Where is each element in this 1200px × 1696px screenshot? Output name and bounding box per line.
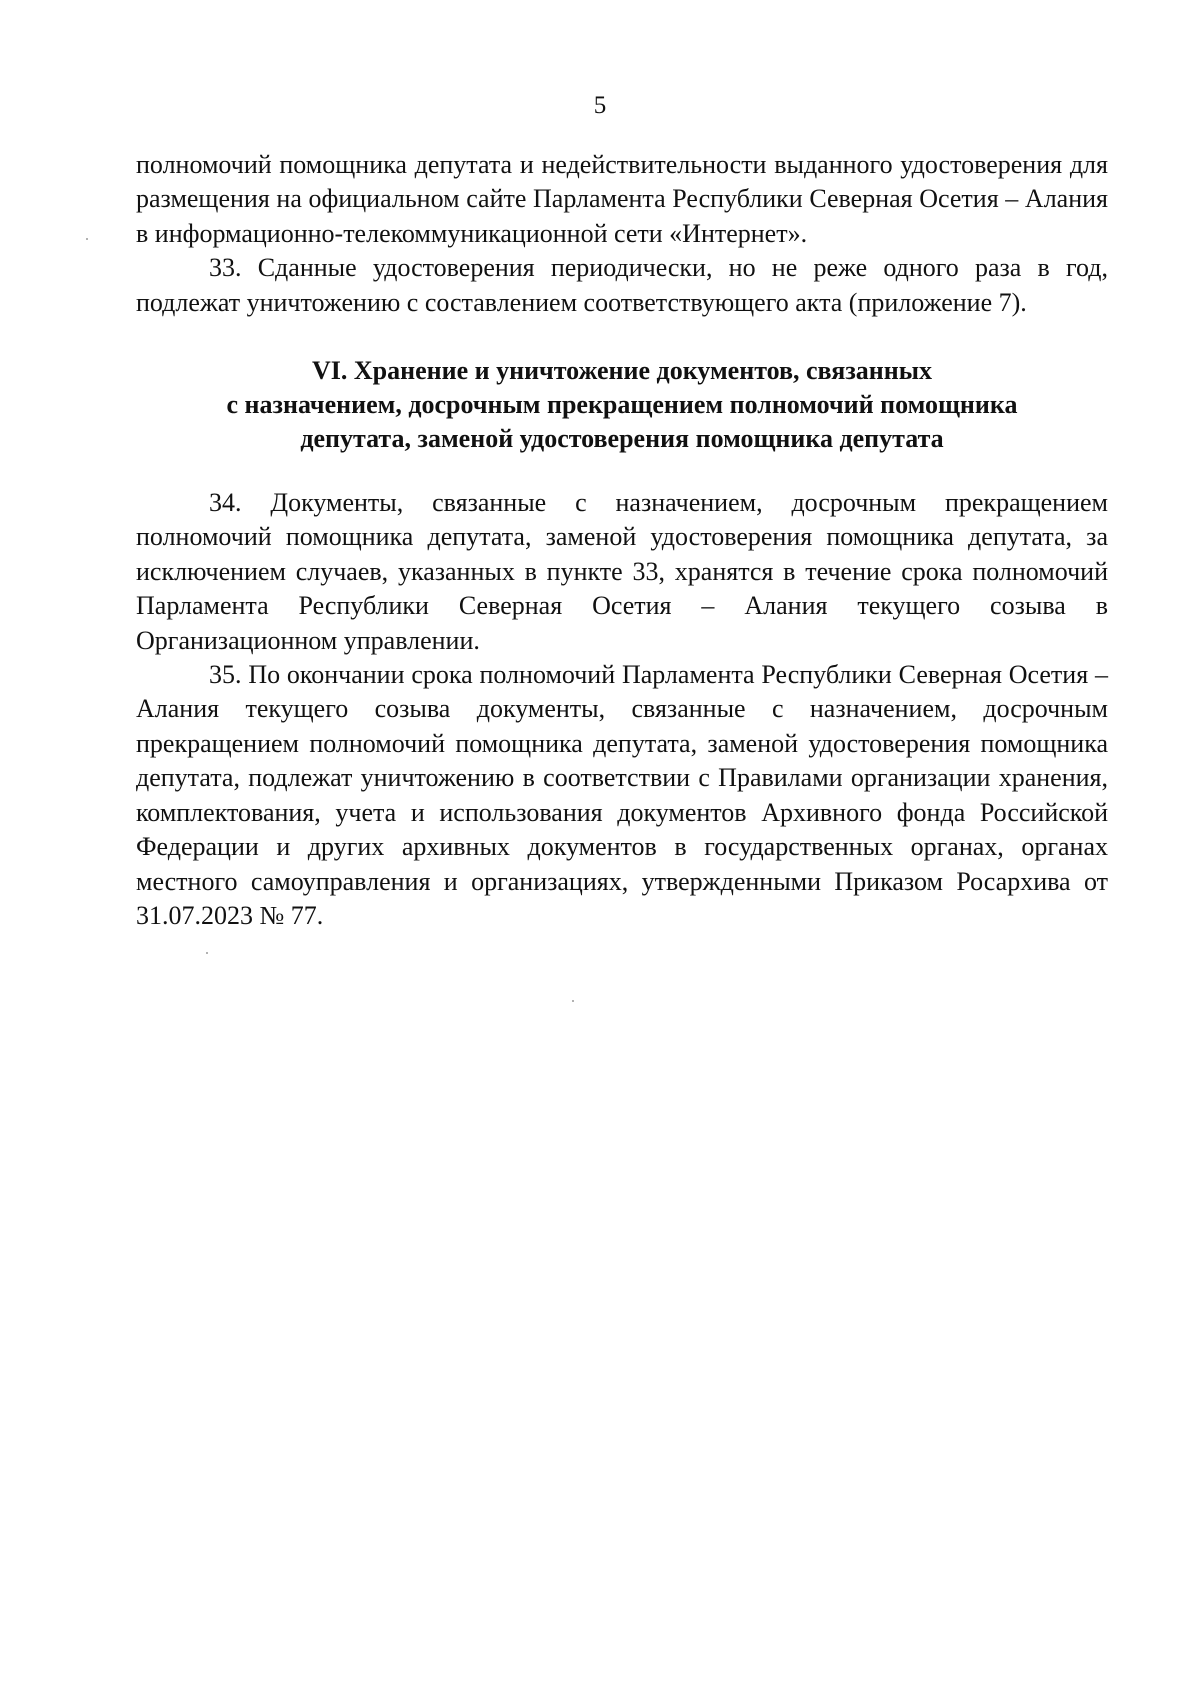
scan-speck: [572, 1000, 574, 1002]
paragraph-35: 35. По окончании срока полномочий Парламента Республики Северная Осетия – Алания текущего созыва документы, связанные с назначением, досрочным прекращением полномочий помощника депутата, заменой удостоверения помощника депутата, подлежат уничтожению в соответствии с Правилами организации хранения, комплектования, учета и использования документов Архивного фонда Российской Федерации и других архивных документов в государственных органах, органах местного самоуправления и организациях, утвержденными Приказом Росархива от 31.07.2023 № 77.: [136, 660, 1108, 930]
section-heading: [136, 354, 1108, 456]
scan-speck: [86, 238, 88, 240]
document-body: [136, 148, 1108, 933]
section-heading-line: с назначением, досрочным прекращением полномочий помощника: [226, 390, 1018, 420]
scan-speck: [206, 952, 208, 954]
paragraph-33: 33. Сданные удостоверения периодически, но не реже одного раза в год, подлежат уничтожению с составлением соответствующего акта (приложение 7).: [136, 253, 1108, 317]
paragraph-34: 34. Документы, связанные с назначением, досрочным прекращением полномочий помощника депутата, заменой удостоверения помощника депутата, за исключением случаев, указанных в пункте 33, хранятся в течение срока полномочий Парламента Республики Северная Осетия – Алания текущего созыва в Организационном управлении.: [136, 488, 1108, 655]
section-heading-line: депутата, заменой удостоверения помощника депутата: [300, 424, 944, 454]
section-heading-line: VI. Хранение и уничтожение документов, связанных: [311, 356, 933, 386]
paragraph-32-continuation: полномочий помощника депутата и недействительности выданного удостоверения для размещения на официальном сайте Парламента Республики Северная Осетия – Алания в информационно-телекоммуникационной сети «Интернет».: [136, 150, 1108, 248]
page-number: 5: [593, 92, 607, 119]
